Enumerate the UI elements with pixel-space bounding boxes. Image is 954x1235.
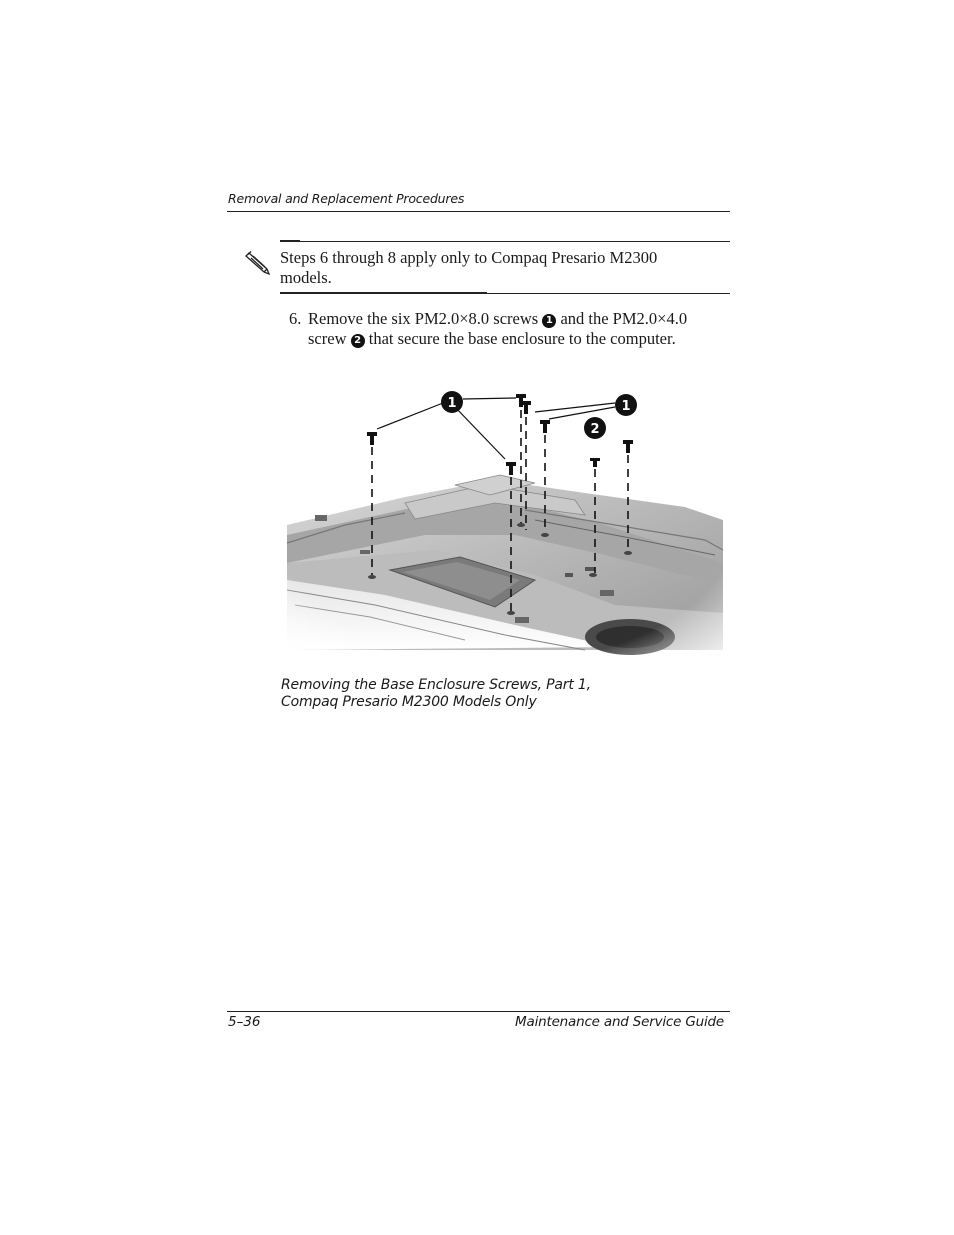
footer-rule bbox=[227, 1011, 730, 1012]
callout-2 bbox=[584, 417, 606, 439]
figure-base-enclosure bbox=[285, 385, 725, 655]
note-top-rule bbox=[280, 241, 730, 242]
step-line-1-text-b: and the PM2.0×4.0 bbox=[560, 309, 688, 328]
note-line-2: models. bbox=[280, 268, 332, 287]
step-line-2-text-a: screw bbox=[308, 329, 347, 348]
step-number: 6. bbox=[289, 309, 302, 328]
pencil-icon bbox=[242, 250, 272, 278]
step-line-2 bbox=[308, 329, 728, 349]
note-line-1: Steps 6 through 8 apply only to Compaq Presario M2300 bbox=[280, 248, 658, 267]
callout-1-right bbox=[615, 394, 637, 416]
step-line-1-text-a: Remove the six PM2.0×8.0 screws bbox=[308, 309, 539, 328]
caption-line-2: Compaq Presario M2300 Models Only bbox=[281, 694, 537, 710]
note-text bbox=[280, 248, 720, 288]
step-body bbox=[308, 309, 728, 349]
callout-2-inline: 2 bbox=[351, 334, 365, 348]
callout-1-left bbox=[441, 391, 463, 413]
figure-caption bbox=[281, 677, 591, 711]
step-line-2-text-b: that secure the base enclosure to the computer. bbox=[368, 329, 676, 348]
callout-1-right-label: 1 bbox=[621, 399, 631, 414]
running-header: Removal and Replacement Procedures bbox=[228, 191, 465, 206]
header-rule bbox=[227, 211, 730, 212]
chassis-illustration bbox=[285, 385, 725, 655]
note-bottom-rule-accent bbox=[280, 292, 487, 294]
guide-title: Maintenance and Service Guide bbox=[515, 1014, 724, 1030]
caption-line-1: Removing the Base Enclosure Screws, Part 1, bbox=[281, 677, 591, 693]
callout-2-label: 2 bbox=[590, 422, 600, 437]
callout-1-inline: 1 bbox=[542, 314, 556, 328]
step-line-1 bbox=[308, 309, 728, 329]
callout-1-left-label: 1 bbox=[447, 396, 457, 411]
note-top-rule-accent bbox=[280, 240, 300, 242]
page-number: 5–36 bbox=[228, 1014, 261, 1030]
